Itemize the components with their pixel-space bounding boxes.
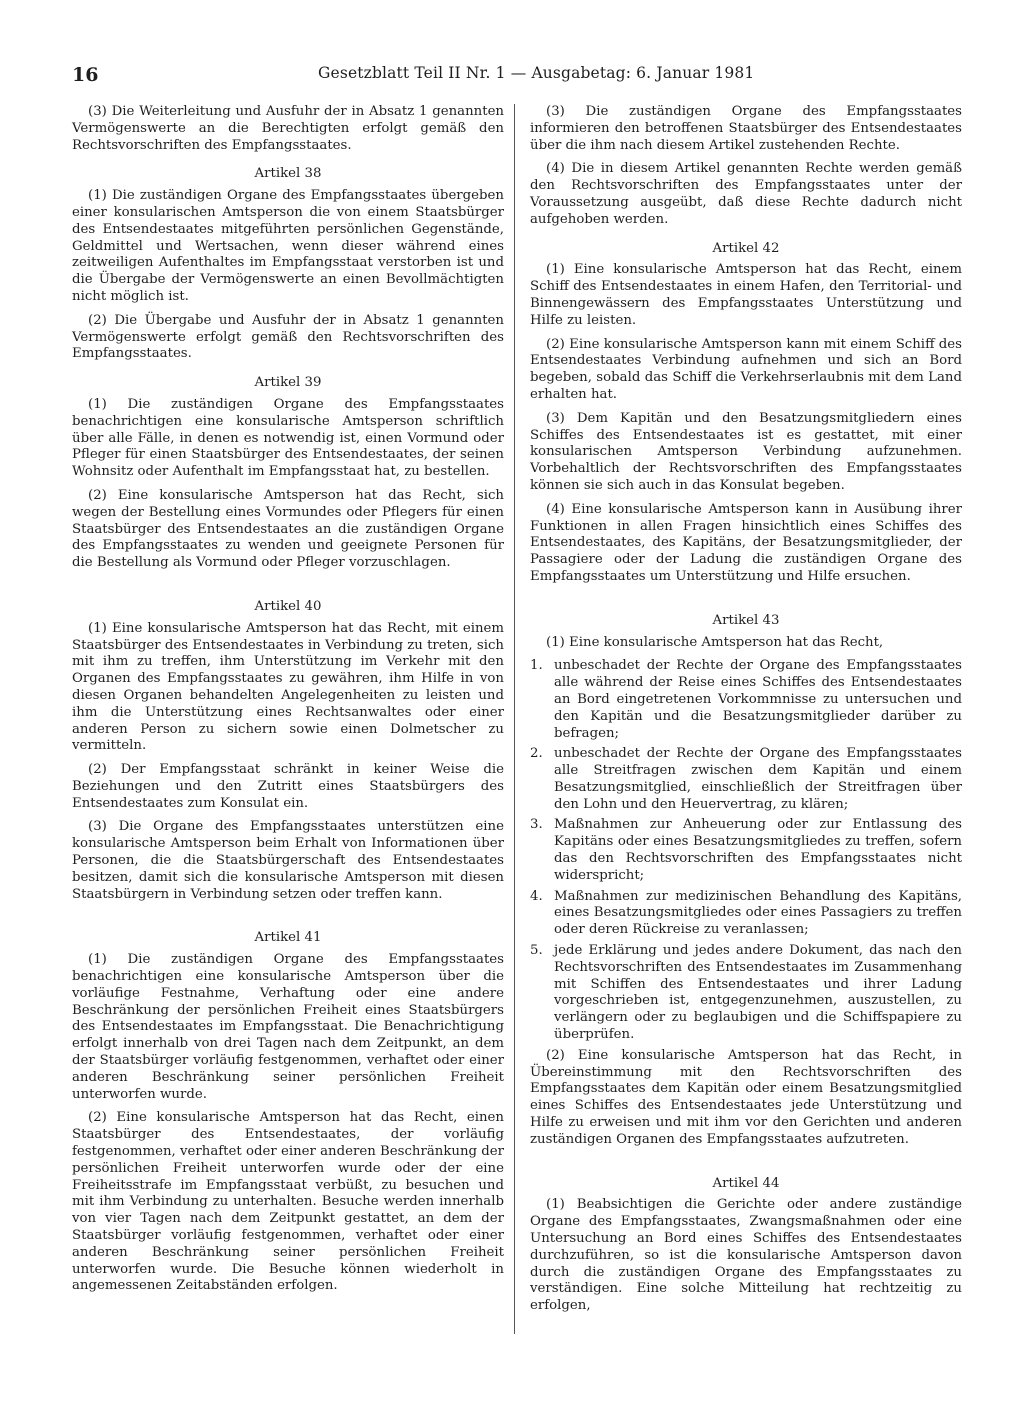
article-42-heading: Artikel 42 [712,240,780,256]
art38-paragraph-2: (2) Die Übergabe und Ausfuhr der in Absatz 1 genannten Vermögenswerte erfolgt gemäß den Rechtsvorschriften des Empfangsstaates. [72,312,504,362]
list-item [530,658,962,742]
list-item-number: 5. [530,943,543,959]
art41-paragraph-3: (3) Die zuständigen Organe des Empfangsstaates informieren den betroffenen Staatsbürger des Entsendestaates über die ihm nach diesem Artikel zustehenden Rechte. [530,104,962,153]
page-number: 16 [72,64,99,86]
art40-paragraph-2: (2) Der Empfangsstaat schränkt in keiner Weise die Beziehungen und den Zutritt eines Staatsbürgers des Entsendestaates zum Konsulat ein. [72,762,504,811]
list-item-text: Maßnahmen zur medizinischen Behandlung des Kapitäns, eines Besatzungsmitgliedes oder eines Passagiers zu treffen oder deren Rückreise zu veranlassen; [554,888,962,938]
art43-paragraph-1-intro: (1) Eine konsularische Amtsperson hat das Recht, [546,634,884,650]
art41-paragraph-4: (4) Die in diesem Artikel genannten Rechte werden gemäß den Rechtsvorschriften des Empfangsstaates unter der Voraussetzung ausgeübt, daß diese Rechte dadurch nicht aufgehoben werden. [530,161,962,227]
column-divider [514,104,515,1334]
art38-paragraph-1: (1) Die zuständigen Organe des Empfangsstaates übergeben einer konsularischen Amtsperson die von einem Staatsbürger des Entsendestaates mitgeführten persönlichen Gegenstände, Geldmittel und Wertsachen, wenn dieser während eines zeitweiligen Aufenthaltes im Empfangsstaat verstorben ist und die Übergabe der Vermögenswerte an einen Bevollmächtigten nicht möglich ist. [72,188,504,304]
article-39-heading: Artikel 39 [254,375,322,391]
art44-paragraph-1: (1) Beabsichtigen die Gerichte oder andere zuständige Organe des Empfangsstaates, Zwangsmaßnahmen oder eine Untersuchung an Bord eines Schiffes des Entsendestaates durchzuführen, so ist die konsularische Amtsperson davon durch die zuständigen Organe des Empfangsstaates zu verständigen. Eine solche Mitteilung hat rechtzeitig zu erfolgen, [530,1197,962,1314]
list-item [530,943,962,1044]
art42-paragraph-1: (1) Eine konsularische Amtsperson hat das Recht, einem Schiff des Entsendestaates in einem Hafen, den Territorial- und Binnengewässern des Empfangsstaates Unterstützung und Hilfe zu leisten. [530,262,962,328]
art37-paragraph-3: (3) Die Weiterleitung und Ausfuhr der in Absatz 1 genannten Vermögenswerte an die Berechtigten erfolgt gemäß den Rechtsvorschriften des Empfangsstaates. [72,104,504,153]
art40-paragraph-3: (3) Die Organe des Empfangsstaates unterstützen eine konsularische Amtsperson beim Erhalt von Informationen über Personen, die die Staatsbürgerschaft des Entsendestaates besitzen, damit sich die konsularische Amtsperson mit diesen Staatsbürgern in Verbindung setzen oder treffen kann. [72,819,504,902]
list-item-number: 2. [530,746,543,762]
right-column [530,104,962,1322]
article-40-heading: Artikel 40 [254,598,322,614]
list-item [530,889,962,939]
art42-paragraph-3: (3) Dem Kapitän und den Besatzungsmitgliedern eines Schiffes des Entsendestaates ist es gestattet, mit einer konsularischen Amtsperson Verbindung aufzunehmen. Vorbehaltlich der Rechtsvorschriften des Empfangsstaates können sie sich auch in das Konsulat begeben. [530,410,962,493]
list-item-number: 4. [530,888,543,904]
running-title: Gesetzblatt Teil II Nr. 1 — Ausgabetag: 6. Januar 1981 [318,64,755,82]
art41-paragraph-1: (1) Die zuständigen Organe des Empfangsstaates benachrichtigen eine konsularische Amtsperson über die vorläufige Festnahme, Verhaftung oder eine andere Beschränkung der persönlichen Freiheit eines Staatsbürgers des Entsendestaates im Empfangsstaat. Die Benachrichtigung erfolgt innerhalb von drei Tagen nach dem Zeitpunkt, an dem der Staatsbürger vorläufig festgenommen, verhaftet oder einer anderen Beschränkung seiner persönlichen Freiheit unterworfen wurde. [72,952,504,1102]
art42-paragraph-4: (4) Eine konsularische Amtsperson kann in Ausübung ihrer Funktionen in allen Fragen hinsichtlich eines Schiffes des Entsendestaates, des Kapitäns, der Besatzungsmitglieder, der Passagiere oder der Ladung die zuständigen Organe des Empfangsstaates um Unterstützung und Hilfe ersuchen. [530,501,962,584]
art39-paragraph-1: (1) Die zuständigen Organe des Empfangsstaates benachrichtigen eine konsularische Amtsperson schriftlich über alle Fälle, in denen es notwendig ist, einen Vormund oder Pfleger für einen Staatsbürger des Entsendestaates, der seinen Wohnsitz oder Aufenthalt im Empfangsstaat hat, zu bestellen. [72,396,504,480]
article-38-heading: Artikel 38 [254,166,322,182]
art41-paragraph-2: (2) Eine konsularische Amtsperson hat das Recht, einen Staatsbürger des Entsendestaates, der vorläufig festgenommen, verhaftet oder einer anderen Beschränkung der persönlichen Freiheit unterworfen wurde oder der eine Freiheitsstrafe im Empfangsstaat verbüßt, zu besuchen und mit ihm Verbindung zu unterhalten. Besuche werden innerhalb von vier Tagen nach dem Zeitpunkt gestattet, an dem der Staatsbürger vorläufig festgenommen, verhaftet oder einer anderen Beschränkung seiner persönlichen Freiheit unterworfen wurde. Die Besuche können wiederholt in angemessenen Zeitabständen erfolgen. [72,1110,504,1294]
list-item-text: Maßnahmen zur Anheuerung oder zur Entlassung des Kapitäns oder eines Besatzungsmitgliedes zu treffen, sofern das den Rechtsvorschriften des Empfangsstaates nicht widerspricht; [554,817,962,883]
list-item-text: unbeschadet der Rechte der Organe des Empfangsstaates alle während der Reise eines Schiffes des Entsendestaates an Bord eingetretenen Vorkommnisse zu untersuchen und den Kapitän und die Besatzungsmitglieder darüber zu befragen; [554,658,962,741]
list-item [530,746,962,813]
left-column [72,104,504,1302]
list-item-number: 3. [530,817,543,833]
list-item-number: 1. [530,658,543,674]
list-item-text: unbeschadet der Rechte der Organe des Empfangsstaates alle Streitfragen zwischen dem Kapitän und einem Besatzungsmitglied, einschließlich der Streitfragen über den Lohn und den Heuervertrag, zu klären; [554,746,962,812]
list-item-text: jede Erklärung und jedes andere Dokument, das nach den Rechtsvorschriften des Entsendestaates im Zusammenhang mit Schiffen des Entsendestaates und ihrer Ladung vorgeschrieben ist, entgegenzunehmen, auszustellen, zu verlängern oder zu beglaubigen und die Schiffspapiere zu überprüfen. [554,943,962,1043]
art40-paragraph-1: (1) Eine konsularische Amtsperson hat das Recht, mit einem Staatsbürger des Entsendestaates in Verbindung zu treten, sich mit ihm zu treffen, ihm Unterstützung im Verkehr mit den Organen des Empfangsstaates zu gewähren, ihm Hilfe in von diesen Organen behandelten Angelegenheiten zu leisten und ihm die Unterstützung eines Rechtsanwaltes oder einer anderen Person zu sichern sowie einen Dolmetscher zu vermitteln. [72,620,504,754]
art39-paragraph-2: (2) Eine konsularische Amtsperson hat das Recht, sich wegen der Bestellung eines Vormundes oder Pflegers für einen Staatsbürger des Entsendestaates an die zuständigen Organe des Empfangsstaates zu wenden und geeignete Personen für die Bestellung als Vormund oder Pfleger vorzuschlagen. [72,487,504,571]
article-44-heading: Artikel 44 [712,1175,780,1191]
article-41-heading: Artikel 41 [254,930,322,946]
list-item [530,817,962,884]
art42-paragraph-2: (2) Eine konsularische Amtsperson kann mit einem Schiff des Entsendestaates Verbindung aufnehmen und sich an Bord begeben, sobald das Schiff die Verkehrserlaubnis mit dem Land erhalten hat. [530,336,962,402]
art43-paragraph-2: (2) Eine konsularische Amtsperson hat das Recht, in Übereinstimmung mit den Rechtsvorschriften des Empfangsstaates dem Kapitän oder einem Besatzungsmitglied eines Schiffes des Entsendestaates jede Unterstützung und Hilfe zu erweisen und mit ihm vor den Gerichten und anderen zuständigen Organen des Empfangsstaates aufzutreten. [530,1047,962,1147]
article-43-heading: Artikel 43 [712,612,780,628]
